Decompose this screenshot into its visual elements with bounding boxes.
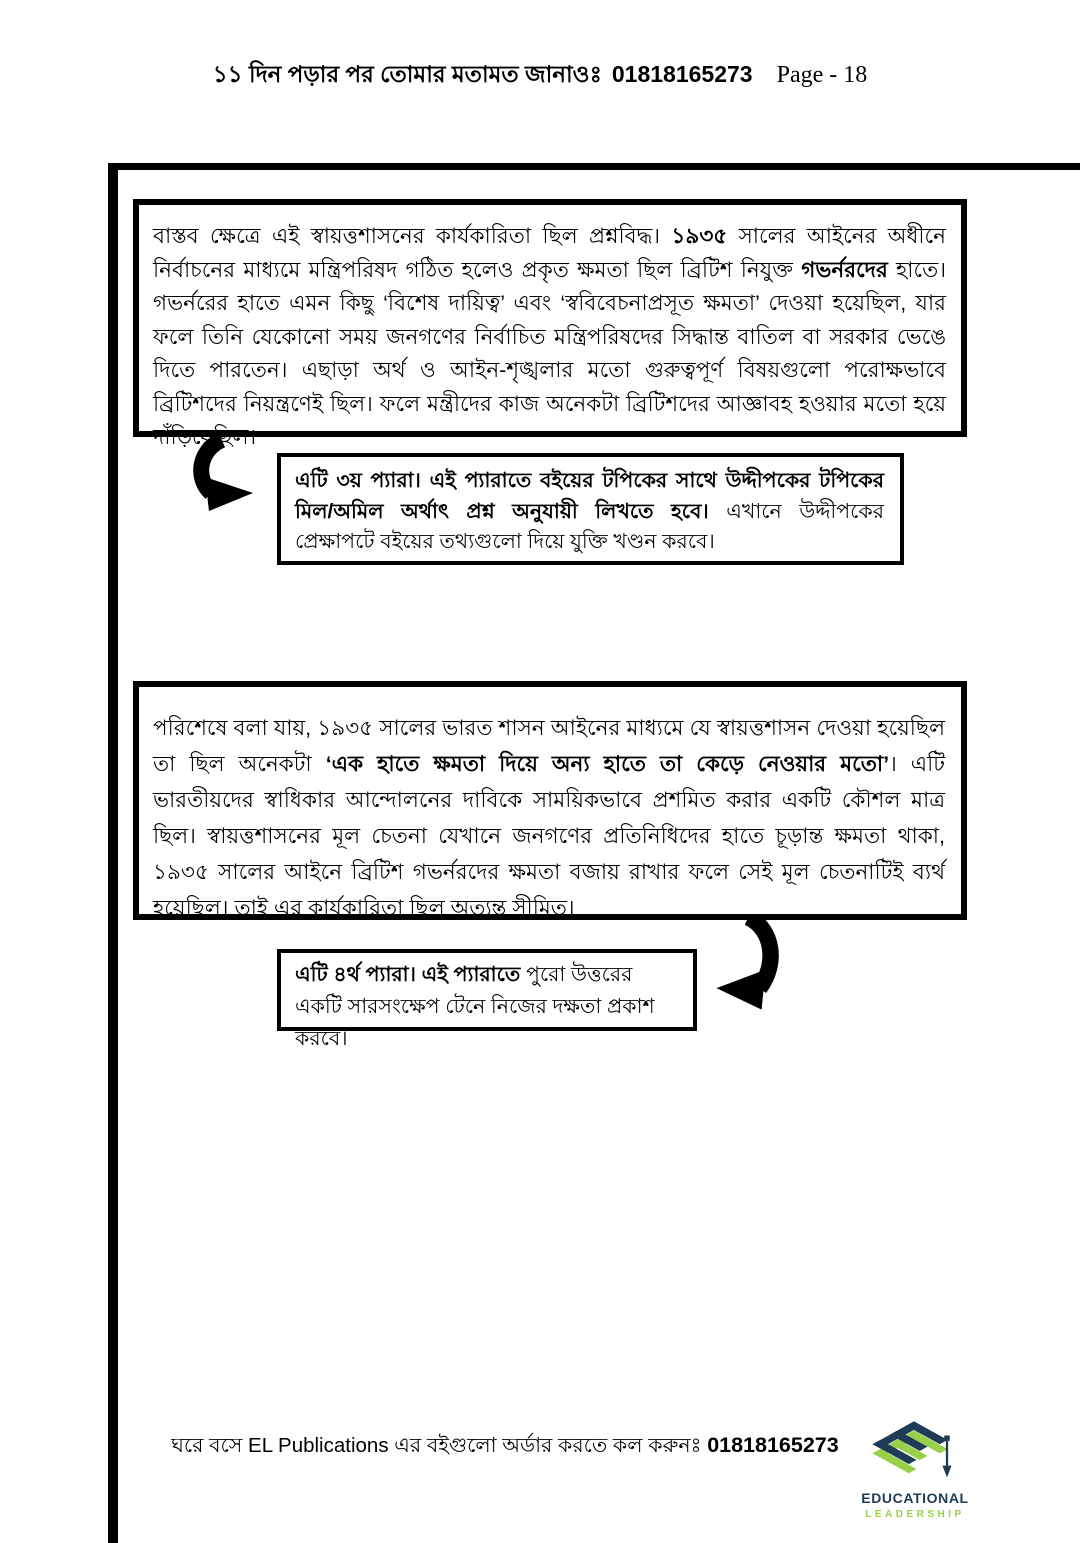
- logo-subtitle: LEADERSHIP: [865, 1509, 965, 1520]
- publisher-logo: [852, 1419, 978, 1520]
- paragraph4-note-box: [277, 949, 697, 1050]
- curved-arrow-down-left-icon: [696, 914, 780, 1012]
- paragraph3-note-box: [277, 453, 904, 565]
- isometric-e-graduation-cap-icon: [863, 1419, 967, 1483]
- paragraph4-note-text: এটি ৪র্থ প্যারা। এই প্যারাতে পুরো উত্তরের একটি সারসংক্ষেপ টেনে নিজের দক্ষতা প্রকাশ করবে।: [295, 963, 655, 1050]
- header-feedback-text: ১১ দিন পড়ার পর তোমার মতামত জানাওঃ: [212, 61, 602, 87]
- paragraph3-note-text: এটি ৩য় প্যারা। এই প্যারাতে বইয়ের টপিকের সাথে উদ্দীপকের টপিকের মিল/অমিল অর্থাৎ প্রশ্ন অনুযায়ী লিখতে হবে। এখানে উদ্দীপকের প্রেক্ষাপটে বইয়ের তথ্যগুলো দিয়ে যুক্তি খণ্ডন করবে।: [295, 469, 885, 553]
- curved-arrow-down-right-icon: [191, 437, 273, 512]
- paragraph3-text: বাস্তব ক্ষেত্রে এই স্বায়ত্তশাসনের কার্যকারিতা ছিল প্রশ্নবিদ্ধ। ১৯৩৫ সালের আইনের অধীনে নির্বাচনের মাধ্যমে মন্ত্রিপরিষদ গঠিত হলেও প্রকৃত ক্ষমতা ছিল ব্রিটিশ নিযুক্ত গভর্নরদের হাতে। গভর্নরের হাতে এমন কিছু ‘বিশেষ দায়িত্ব’ এবং ‘স্ববিবেচনাপ্রসূত ক্ষমতা’ দেওয়া হয়েছিল, যার ফলে তিনি যেকোনো সময় জনগণের নির্বাচিত মন্ত্রিপরিষদের সিদ্ধান্ত বাতিল বা সরকার ভেঙে দিতে পারতেন। এছাড়া অর্থ ও আইন-শৃঙ্খলার মতো গুরুত্বপূর্ণ বিষয়গুলো পরোক্ষভাবে ব্রিটিশদের নিয়ন্ত্রণেই ছিল। ফলে মন্ত্রীদের কাজ অনেকটা ব্রিটিশদের আজ্ঞাবহ হওয়ার মতো হয়ে দাঁড়িয়েছিল।: [153, 224, 947, 449]
- paragraph4-text-box: [133, 681, 967, 920]
- page-number-label: Page - 18: [776, 62, 868, 88]
- paragraph3-text-box: [133, 199, 967, 449]
- paragraph4-text: পরিশেষে বলা যায়, ১৯৩৫ সালের ভারত শাসন আইনের মাধ্যমে যে স্বায়ত্তশাসন দেওয়া হয়েছিল তা ছিল অনেকটা ‘এক হাতে ক্ষমতা দিয়ে অন্য হাতে তা কেড়ে নেওয়ার মতো’। এটি ভারতীয়দের স্বাধিকার আন্দোলনের দাবিকে সাময়িকভাবে প্রশমিত করার একটি কৌশল মাত্র ছিল। স্বায়ত্তশাসনের মূল চেতনা যেখানে জনগণের প্রতিনিধিদের হাতে চূড়ান্ত ক্ষমতা থাকা, ১৯৩৫ সালের আইনে ব্রিটিশ গভর্নরদের ক্ষমতা বজায় রাখার ফলে সেই মূল চেতনাটিই ব্যর্থ হয়েছিল। তাই এর কার্যকারিতা ছিল অত্যন্ত সীমিত।: [153, 716, 945, 920]
- page-header: [0, 56, 1080, 95]
- header-phone-number: 01818165273: [611, 61, 753, 87]
- logo-title: EDUCATIONAL: [861, 1490, 969, 1506]
- footer-order-line: ঘরে বসে EL Publications এর বইগুলো অর্ডার করতে কল করুনঃ 01818165273: [171, 1433, 839, 1457]
